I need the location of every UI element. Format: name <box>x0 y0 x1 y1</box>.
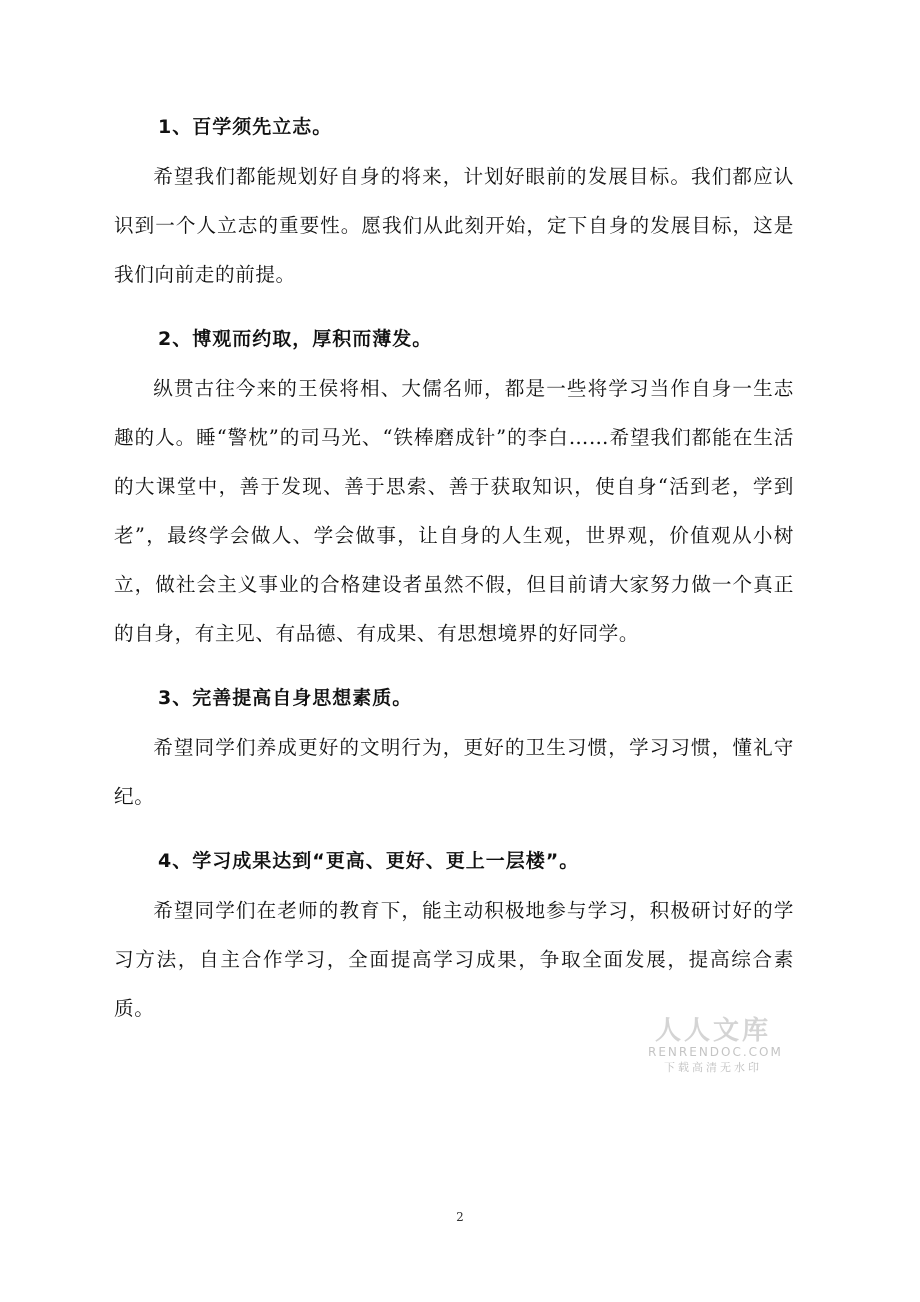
section-heading-2: 2、博观而约取，厚积而薄发。 <box>158 328 433 350</box>
section-paragraph-2: 纵贯古往今来的王侯将相、大儒名师，都是一些将学习当作自身一生志趣的人。睡“警枕”的司马光、“铁棒磨成针”的李白……希望我们都能在生活的大课堂中，善于发现、善于思索、善于获取知识，使自身“活到老，学到老”，最终学会做人、学会做事，让自身的人生观，世界观，价值观从小树立，做社会主义事业的合格建设者虽然不假，但目前请大家努力做一个真正的自身，有主见、有品德、有成果、有思想境界的好同学。 <box>114 377 794 645</box>
section-paragraph-1: 希望我们都能规划好自身的将来，计划好眼前的发展目标。我们都应认识到一个人立志的重要性。愿我们从此刻开始，定下自身的发展目标，这是我们向前走的前提。 <box>114 165 794 286</box>
section-heading-1: 1、百学须先立志。 <box>158 116 333 138</box>
document-body <box>114 102 794 1048</box>
watermark-domain: RENRENDOC.COM <box>648 1045 783 1059</box>
page-number: 2 <box>456 1210 464 1224</box>
section-paragraph-3: 希望同学们养成更好的文明行为，更好的卫生习惯，学习习惯，懂礼守纪。 <box>114 736 794 808</box>
watermark-slogan: 下载高清无水印 <box>664 1061 762 1074</box>
section-heading-4: 4、学习成果达到“更高、更好、更上一层楼”。 <box>158 850 580 872</box>
section-paragraph-4: 希望同学们在老师的教育下，能主动积极地参与学习，积极研讨好的学习方法，自主合作学习，全面提高学习成果，争取全面发展，提高综合素质。 <box>114 899 794 1020</box>
watermark-logo: 人人文库 <box>654 1016 771 1046</box>
section-heading-3: 3、完善提高自身思想素质。 <box>158 687 413 709</box>
